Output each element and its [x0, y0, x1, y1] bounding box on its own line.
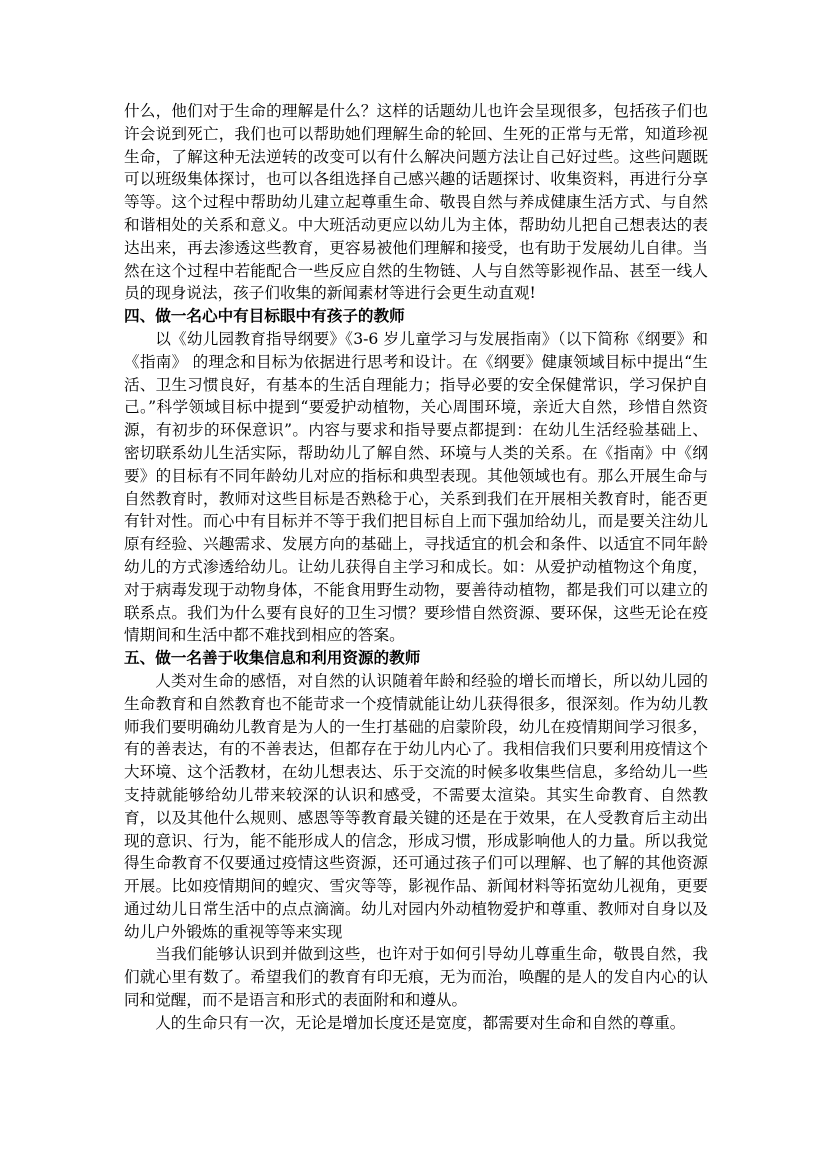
document-page [124, 100, 708, 1035]
section-heading-4: 四、做一名心中有目标眼中有孩子的教师 [124, 307, 405, 326]
section-heading-5: 五、做一名善于收集信息和利用资源的教师 [124, 649, 421, 668]
paragraph-life-understanding: 什么，他们对于生命的理解是什么？这样的话题幼儿也许会呈现很多，包括孩子们也许会说到死亡，我们也可以帮助她们理解生命的轮回、生死的正常与无常，知道珍视生命，了解这种无法逆转的改变可以有什么解决问题方法让自己好过些。这些问题既可以班级集体探讨，也可以各组选择自己感兴趣的话题探讨、收集资料，再进行分享等等。这个过程中帮助幼儿建立起尊重生命、敬畏自然与养成健康生活方式、与自然和谐相处的关系和意义。中大班活动更应以幼儿为主体，帮助幼儿把自己想表达的表达出来，再去渗透这些教育，更容易被他们理解和接受，也有助于发展幼儿自律。当然在这个过程中若能配合一些反应自然的生物链、人与自然等影视作品、甚至一线人员的现身说法，孩子们收集的新闻素材等进行会更生动直观! [124, 102, 708, 303]
paragraph-conclusion: 当我们能够认识到并做到这些，也许对于如何引导幼儿尊重生命，敬畏自然，我们就心里有数了。希望我们的教育有印无痕，无为而治，唤醒的是人的发自内心的认同和觉醒，而不是语言和形式的表面附和和遵从。 [124, 945, 708, 1010]
paragraph-resources: 人类对生命的感悟，对自然的认识随着年龄和经验的增长而增长，所以幼儿园的生命教育和自然教育也不能苛求一个疫情就能让幼儿获得很多，很深刻。作为幼儿教师我们要明确幼儿教育是为人的一生打基础的启蒙阶段，幼儿在疫情期间学习很多，有的善表达，有的不善表达，但都存在于幼儿内心了。我相信我们只要利用疫情这个大环境、这个活教材，在幼儿想表达、乐于交流的时候多收集些信息，多给幼儿一些支持就能够给幼儿带来较深的认识和感受，不需要太渲染。其实生命教育、自然教育，以及其他什么规则、感恩等等教育最关键的还是在于效果，在人受教育后主动出现的意识、行为，能不能形成人的信念，形成习惯，形成影响他人的力量。所以我觉得生命教育不仅要通过疫情这些资源，还可通过孩子们可以理解、也了解的其他资源开展。比如疫情期间的蝗灾、雪灾等等，影视作品、新闻材料等拓宽幼儿视角，更要通过幼儿日常生活中的点点滴滴。幼儿对园内外动植物爱护和尊重、教师对自身以及幼儿户外锻炼的重视等等来实现 [124, 671, 708, 941]
paragraph-goals: 以《幼儿园教育指导纲要》《3-6 岁儿童学习与发展指南》（以下简称《纲要》和《指南》 的理念和目标为依据进行思考和设计。在《纲要》健康领域目标中提出“生活、卫生习惯良好，有基本的生活自理能力；指导必要的安全保健常识，学习保护自己。”科学领域目标中提到“要爱护动植物，关心周围环境，亲近大自然，珍惜自然资源，有初步的环保意识”。内容与要求和指导要点都提到：在幼儿生活经验基础上、密切联系幼儿生活实际，帮助幼儿了解自然、环境与人类的关系。在《指南》中《纲要》的目标有不同年龄幼儿对应的指标和典型表现。其他领域也有。那么开展生命与自然教育时，教师对这些目标是否熟稔于心，关系到我们在开展相关教育时，能否更有针对性。而心中有目标并不等于我们把目标自上而下强加给幼儿，而是要关注幼儿原有经验、兴趣需求、发展方向的基础上，寻找适宜的机会和条件、以适宜不同年龄幼儿的方式渗透给幼儿。让幼儿获得自主学习和成长。如：从爱护动植物这个角度，对于病毒发现于动物身体，不能食用野生动物，要善待动植物，都是我们可以建立的联系点。我们为什么要有良好的卫生习惯？要珍惜自然资源、要环保，这些无论在疫情期间和生活中都不难找到相应的答案。 [124, 329, 708, 645]
paragraph-closing: 人的生命只有一次，无论是增加长度还是宽度，都需要对生命和自然的尊重。 [155, 1013, 686, 1032]
